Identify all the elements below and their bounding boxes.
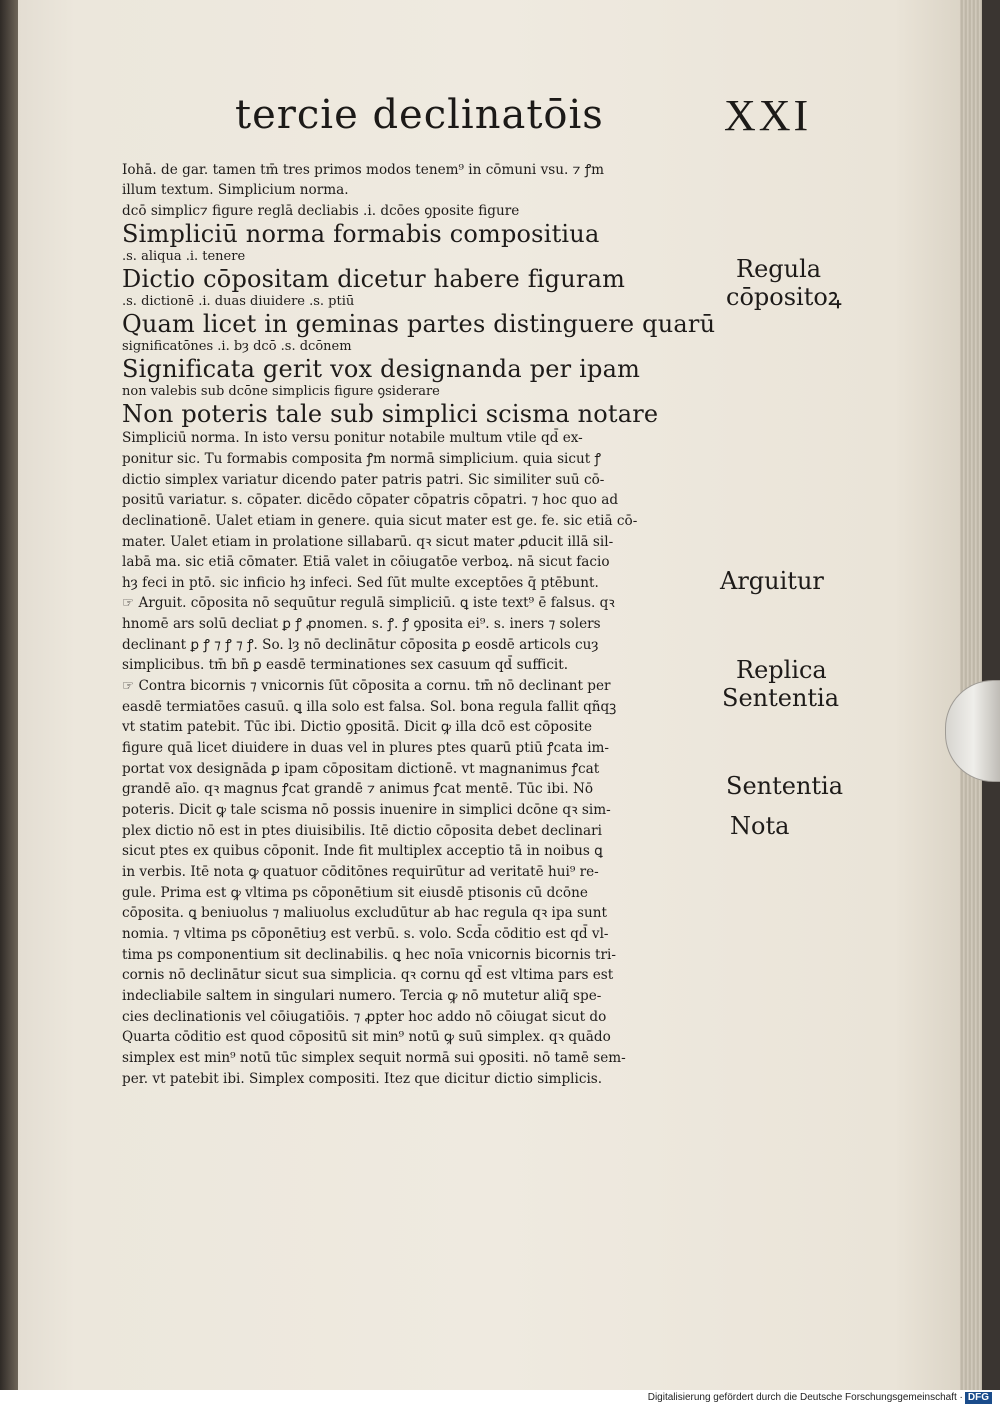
text-line: plex dictio nō est in ptes diuisibilis. Itē dictio cōposita debet declinari — [122, 822, 603, 839]
text-line: portat vox designāda ꝑ ipam cōpositam dictionē. vt magnanimus ꝭcat — [122, 760, 600, 777]
text-line: Iohā. de gar. tamen tm̄ tres primos modos tenem⁹ in cōmuni vsu. ⁊ ꝭm — [122, 162, 605, 178]
text-line: non valebis sub dcōne simplicis figure ꝯsiderare — [122, 384, 440, 400]
text-line: easdē termiatōes casuū. ꝗ illa solo est falsa. Sol. bona regula fallit qñqꝫ — [122, 698, 617, 715]
marginal-nota: Nota — [730, 812, 790, 840]
text-line: figure quā licet diuidere in duas vel in plures ptes quarū ptiū ꝭcata im- — [122, 740, 610, 757]
text-line: illum textum. Simplicium norma. — [122, 182, 349, 199]
text-line: in verbis. Itē nota ꝙ quatuor cōditōnes requirūtur ad veritatē hui⁹ re- — [122, 864, 599, 880]
text-line: simplex est min⁹ notū tūc simplex sequit normā sui ꝯpositi. nō tamē sem- — [122, 1049, 626, 1066]
marginal-arguitur: Arguitur — [720, 567, 824, 595]
marginal-compositorum: cōpositoꝝ — [726, 283, 842, 311]
text-line: poteris. Dicit ꝙ tale scisma nō possis inuenire in simplici dcōne qꝛ sim- — [122, 802, 611, 819]
text-line: .s. dictionē .i. duas diuidere .s. ptiū — [122, 294, 355, 310]
marginal-sententia-2: Sententia — [726, 772, 844, 800]
text-line: dictio simplex variatur dicendo pater patris patri. Sic similiter suū cō- — [122, 471, 605, 488]
text-line: simplicibus. tm̄ bn̄ ꝑ easdē terminationes sex casuum qd̄ sufficit. — [122, 657, 569, 674]
marginal-replica: Replica — [736, 656, 827, 684]
text-line: mater. Ualet etiam in prolatione sillabarū. qꝛ sicut mater ꝓducit illā sil- — [122, 533, 614, 550]
text-line: Dictio cōpositam dicetur habere figuram — [122, 266, 626, 294]
footer-text: Digitalisierung gefördert durch die Deutsche Forschungsgemeinschaft · — [647, 1392, 963, 1403]
text-line: labā ma. sic etiā cōmater. Etiā valet in cōiugatōe verboꝝ. nā sicut facio — [122, 554, 610, 571]
footer-credit — [648, 1392, 992, 1404]
text-line: nomia. ⁊ vltima ps cōponētiuȝ est verbū. s. volo. Scd̄a cōditio est qd̄ vl- — [122, 925, 609, 942]
text-line: Significata gerit vox designanda per ipam — [122, 356, 641, 384]
text-line: cornis nō declinātur sicut sua simplicia. qꝛ cornu qd̄ est vltima pars est — [122, 967, 614, 984]
main-text-block — [122, 160, 722, 1089]
text-line: Quam licet in geminas partes distinguere quarū — [122, 311, 716, 339]
text-line: dcō simplic⁊ figure reglā decliabis .i. dcōes ꝯposite figure — [122, 202, 520, 219]
text-line: ☞ Contra bicornis ⁊ vnicornis ſūt cōposita a cornu. tm̄ nō declinant per — [122, 678, 611, 695]
text-line: Non poteris tale sub simplici scisma notare — [122, 401, 659, 429]
marginal-regula: Regula — [736, 255, 822, 283]
text-line: grandē aīo. qꝛ magnus ꝭcat grandē ⁊ animus ꝭcat mentē. Tūc ibi. Nō — [122, 781, 594, 798]
text-line: ☞ Arguit. cōposita nō sequūtur regulā simpliciū. ꝗ iste text⁹ ē falsus. qꝛ — [122, 595, 615, 612]
text-line: positū variatur. s. cōpater. dicēdo cōpater cōpatris cōpatri. ⁊ hoc quo ad — [122, 492, 619, 509]
text-line: gule. Prima est ꝙ vltima ps cōponētium sit eiusdē ptisonis cū dcōne — [122, 884, 588, 901]
text-line: significatōnes .i. bȝ dcō .s. dcōnem — [122, 339, 352, 355]
text-line: declinationē. Ualet etiam in genere. quia sicut mater est ge. fe. sic etiā cō- — [122, 512, 638, 529]
text-line: cōposita. ꝗ beniuolus ⁊ maliuolus excludūtur ab hac regula qꝛ ipa sunt — [122, 905, 607, 922]
dfg-logo: DFG — [965, 1392, 992, 1404]
text-line: vt statim patebit. Tūc ibi. Dictio ꝯpositā. Dicit ꝙ illa dcō est cōposite — [122, 719, 592, 736]
text-line: ponitur sic. Tu formabis composita ꝭm normā simplicium. quia sicut ꝭ — [122, 450, 602, 467]
text-line: Simpliciū norma formabis compositiua — [122, 221, 600, 249]
text-line: tima ps componentium sit declinabilis. ꝗ hec noīa vnicornis bicornis tri- — [122, 946, 616, 963]
text-line: sicut ptes ex quibus cōponit. Inde fit multiplex acceptio tā in noibus ꝗ — [122, 843, 603, 860]
text-line: indecliabile saltem in singulari numero. Tercia ꝙ nō mutetur aliq̄ spe- — [122, 987, 602, 1004]
text-line: per. vt patebit ibi. Simplex compositi. Itez que dicitur dictio simplicis. — [122, 1070, 603, 1087]
text-line: declinant ꝑ ꝭ ⁊ ꝭ ⁊ ꝭ. So. lȝ nō declinātur cōposita ꝑ eosdē articols cuȝ — [122, 636, 599, 653]
text-line: .s. aliqua .i. tenere — [122, 249, 246, 265]
text-line: Quarta cōditio est quod cōpositū sit min⁹ notū ꝙ suū simplex. qꝛ quādo — [122, 1029, 611, 1046]
book-gutter — [0, 0, 18, 1390]
text-line: hnomē ars solū decliat ꝑ ꝭ ꝓnomen. s. ꝭ. ꝭ ꝯposita ei⁹. s. iners ⁊ solers — [122, 616, 601, 633]
text-line: hȝ feci in ptō. sic inficio hȝ infeci. Sed ſūt multe exceptōes q̄ ptēbunt. — [122, 574, 599, 591]
text-line: cies declinationis vel cōiugatiōis. ⁊ ꝓpter hoc addo nō cōiugat sicut do — [122, 1008, 607, 1025]
folio-number: XXI — [724, 91, 812, 140]
text-line: Simpliciū norma. In isto versu ponitur notabile multum vtile qd̄ ex- — [122, 430, 583, 447]
marginal-sententia-1: Sententia — [722, 684, 840, 712]
running-head: tercie declinatōis — [235, 92, 604, 138]
